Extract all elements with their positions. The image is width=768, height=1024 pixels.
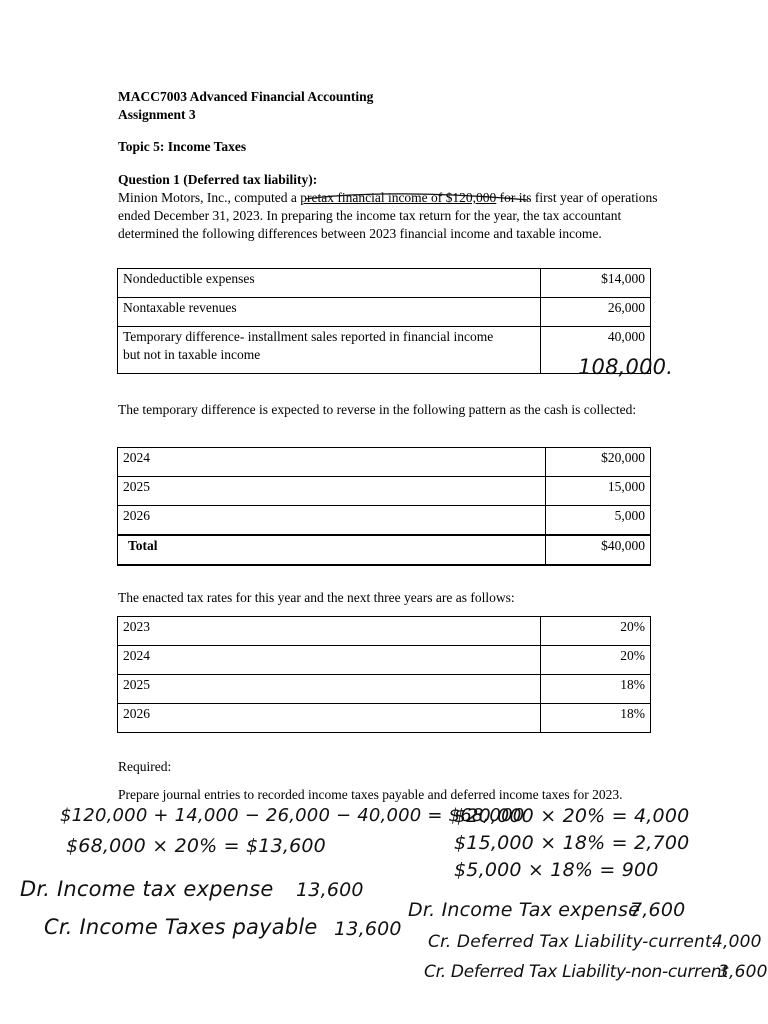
total-label: Total (118, 535, 546, 565)
assignment-title: Assignment 3 (118, 107, 196, 122)
rate-year: 2024 (118, 646, 541, 675)
handwritten-entry2-credit2-amount: 3,600 (718, 962, 768, 982)
handwritten-reversal-calc1: $20,000 × 20% = 4,000 (454, 805, 690, 827)
question-text-part1: Minion Motors, Inc., computed a (118, 190, 301, 205)
rate-value: 18% (541, 675, 651, 704)
required-label: Required: (118, 759, 172, 774)
table-row-total (118, 535, 651, 565)
handwritten-calc-line2: $68,000 × 20% = $13,600 (66, 835, 326, 857)
reversal-year: 2025 (118, 477, 546, 506)
handwritten-entry1-debit: Dr. Income tax expense (20, 877, 274, 901)
table-row (118, 646, 651, 675)
diff-label-line2: but not in taxable income (123, 347, 261, 362)
diff-label (118, 327, 541, 374)
table-row (118, 704, 651, 733)
reversal-amount: 15,000 (546, 477, 651, 506)
handwritten-entry2-debit-amount: 7,600 (630, 899, 686, 921)
question-text-underlined: pretax financial income of $120,000 (300, 190, 497, 205)
handwritten-entry1-debit-amount: 13,600 (296, 879, 364, 901)
handwritten-calc-line1: $120,000 + 14,000 − 26,000 − 40,000 = $68,000 (60, 805, 525, 826)
handwritten-entry2-credit1-amount: 4,000 (712, 932, 762, 952)
table-row (118, 448, 651, 477)
question-title: Question 1 (Deferred tax liability): (118, 172, 318, 187)
handwritten-entry2-debit: Dr. Income Tax expense (408, 899, 640, 921)
rates-text: The enacted tax rates for this year and the next three years are as follows: (118, 590, 515, 605)
handwritten-reversal-calc2: $15,000 × 18% = 2,700 (454, 832, 690, 854)
diff-value: $14,000 (541, 269, 651, 298)
handwritten-reversal-calc3: $5,000 × 18% = 900 (454, 859, 659, 881)
rate-year: 2023 (118, 617, 541, 646)
course-title: MACC7003 Advanced Financial Accounting (118, 89, 374, 104)
reversal-amount: $20,000 (546, 448, 651, 477)
table-row (118, 269, 651, 298)
diff-label-line1: Temporary difference- installment sales reported in financial income (123, 329, 494, 344)
table-row (118, 617, 651, 646)
diff-value: 26,000 (541, 298, 651, 327)
reversal-amount: 5,000 (546, 506, 651, 536)
table-row (118, 477, 651, 506)
rate-value: 18% (541, 704, 651, 733)
table-row (118, 327, 651, 374)
handwritten-table-sum: 108,000. (578, 355, 674, 379)
handwritten-entry1-credit-amount: 13,600 (334, 918, 402, 940)
rate-value: 20% (541, 646, 651, 675)
reversal-year: 2026 (118, 506, 546, 536)
topic-title: Topic 5: Income Taxes (118, 139, 247, 154)
reversal-text: The temporary difference is expected to reverse in the following pattern as the cash is collected: (118, 402, 637, 417)
handwritten-entry1-credit: Cr. Income Taxes payable (44, 915, 318, 939)
rate-year: 2026 (118, 704, 541, 733)
handwritten-entry2-credit1: Cr. Deferred Tax Liability-current. (428, 932, 718, 952)
document-header (118, 88, 373, 124)
diff-value: 40,000 (541, 327, 651, 374)
diff-label: Nondeductible expenses (118, 269, 541, 298)
question-text (118, 189, 658, 243)
table-row (118, 298, 651, 327)
handwritten-entry2-credit2: Cr. Deferred Tax Liability-non-current (424, 962, 728, 982)
rate-value: 20% (541, 617, 651, 646)
rates-table (117, 616, 651, 733)
question-text-part2: for its first year of operations ended December 31, 2023. In preparing the income tax return for the year, the tax accountant determined the following differences between 2023 financial income and taxable income. (118, 190, 658, 241)
table-row (118, 506, 651, 536)
reversal-year: 2024 (118, 448, 546, 477)
total-value: $40,000 (546, 535, 651, 565)
reversal-table (117, 447, 651, 566)
diff-label: Nontaxable revenues (118, 298, 541, 327)
required-text: Prepare journal entries to recorded income taxes payable and deferred income taxes for 2023. (118, 787, 623, 802)
differences-table (117, 268, 651, 374)
table-row (118, 675, 651, 704)
rate-year: 2025 (118, 675, 541, 704)
